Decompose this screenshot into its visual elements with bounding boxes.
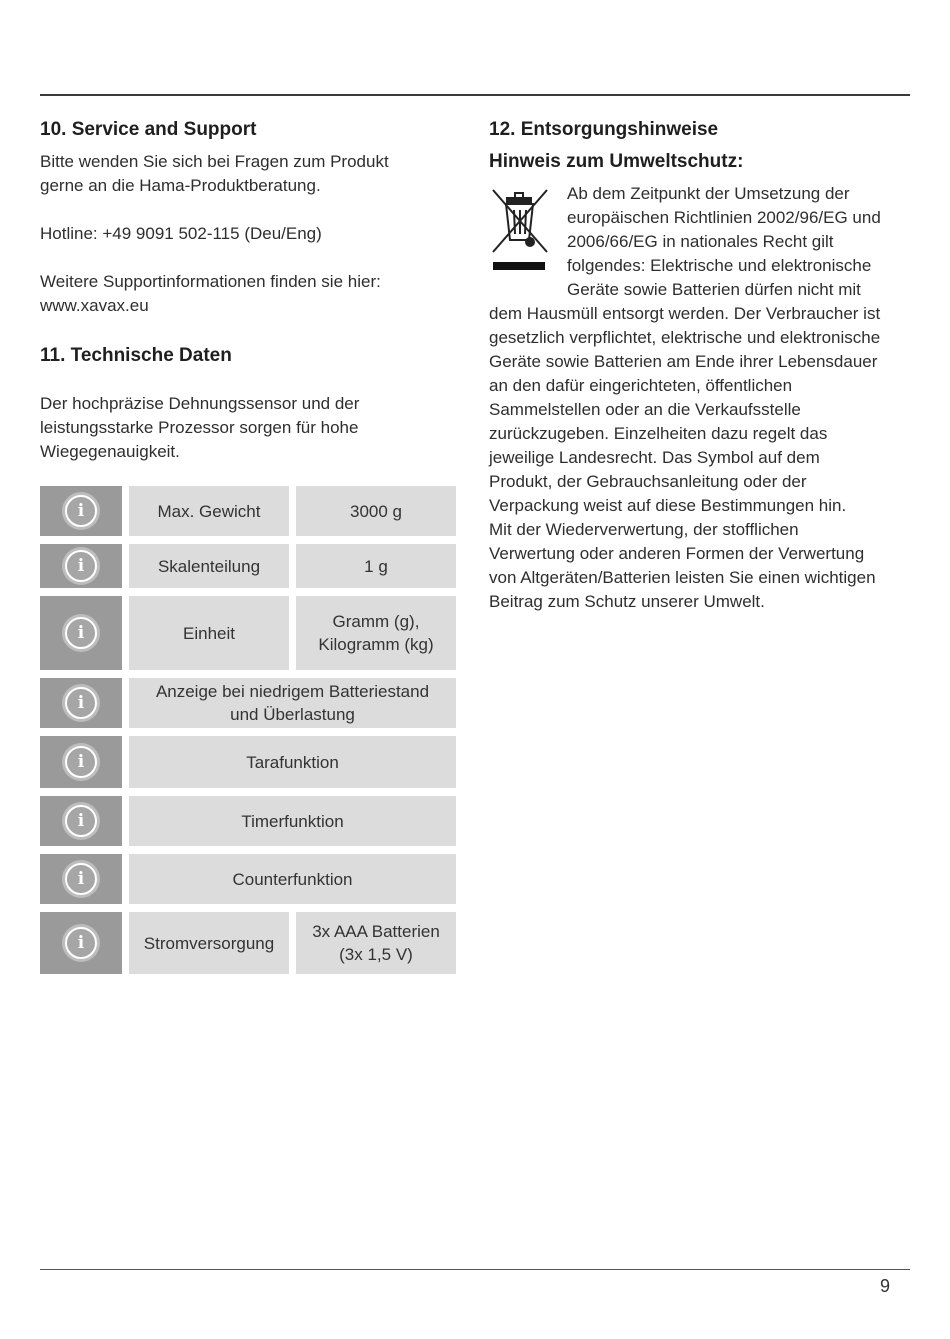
bin-underline-bar — [493, 262, 545, 270]
spec-value-line: Kilogramm (kg) — [318, 635, 434, 654]
info-icon: i — [65, 495, 97, 527]
page-number: 9 — [880, 1276, 891, 1296]
environment-subheading: Hinweis zum Umweltschutz: — [489, 151, 744, 172]
info-icon: i — [65, 805, 97, 837]
disposal-line: europäischen Richtlinien 2002/96/EG und — [567, 208, 881, 227]
disposal-heading: 12. Entsorgungshinweise — [489, 119, 719, 140]
tech-desc-line: Der hochpräzise Dehnungssensor und der — [40, 394, 360, 413]
tech-desc-line: Wiegegenauigkeit. — [40, 442, 180, 461]
spec-value: 3000 g — [296, 486, 456, 536]
info-icon: i — [65, 863, 97, 895]
spec-row-tare — [40, 736, 460, 788]
disposal-line: dem Hausmüll entsorgt werden. Der Verbraucher ist — [489, 304, 881, 323]
disposal-line: Geräte sowie Batterien am Ende ihrer Lebensdauer — [489, 352, 878, 371]
disposal-line: von Altgeräten/Batterien leisten Sie einen wichtigen — [489, 568, 876, 587]
service-intro-line: Bitte wenden Sie sich bei Fragen zum Produkt — [40, 152, 389, 171]
spec-label: Einheit — [129, 596, 289, 670]
info-icon-box — [40, 678, 122, 728]
spec-label: Stromversorgung — [129, 912, 289, 974]
spec-value: 1 g — [296, 544, 456, 588]
disposal-line: Sammelstellen oder an die Verkaufsstelle — [489, 400, 801, 419]
spec-row-power — [40, 912, 460, 974]
top-rule — [40, 94, 910, 96]
info-icon: i — [65, 746, 97, 778]
spec-value — [296, 596, 456, 670]
spec-feature: Timerfunktion — [129, 796, 456, 846]
spec-value-line: 3x AAA Batterien — [312, 922, 440, 941]
spec-table — [40, 486, 460, 974]
support-info-line: Weitere Supportinformationen finden sie hier: — [40, 272, 381, 291]
disposal-line: Mit der Wiederverwertung, der stofflichen — [489, 520, 799, 539]
disposal-line: gesetzlich verpflichtet, elektrische und elektronische — [489, 328, 881, 347]
hotline-text: Hotline: +49 9091 502-115 (Deu/Eng) — [40, 224, 322, 243]
disposal-line: zurückzugeben. Einzelheiten dazu regelt das — [489, 424, 828, 443]
spec-value-line: Gramm (g), — [332, 612, 420, 631]
spec-label: Skalenteilung — [129, 544, 289, 588]
right-column — [489, 118, 910, 614]
bottom-rule — [40, 1269, 910, 1270]
support-url: www.xavax.eu — [40, 296, 149, 315]
tech-heading: 11. Technische Daten — [40, 345, 232, 366]
disposal-line: Verwertung oder anderen Formen der Verwertung — [489, 544, 865, 563]
spec-feature-line: Anzeige bei niedrigem Batteriestand — [155, 682, 430, 701]
spec-feature — [129, 678, 456, 728]
tech-desc-line: leistungsstarke Prozessor sorgen für hohe — [40, 418, 359, 437]
spec-label: Max. Gewicht — [129, 486, 289, 536]
service-intro-line: gerne an die Hama-Produktberatung. — [40, 176, 321, 195]
service-intro — [40, 150, 460, 198]
spec-row-counter — [40, 854, 460, 904]
support-info — [40, 270, 460, 318]
spec-row-timer — [40, 796, 460, 846]
info-icon-box — [40, 486, 122, 536]
disposal-line: folgendes: Elektrische und elektronische — [567, 256, 872, 275]
spec-feature: Counterfunktion — [129, 854, 456, 904]
disposal-notice — [489, 182, 910, 614]
spec-row-scale — [40, 544, 460, 588]
info-icon: i — [65, 687, 97, 719]
crossed-out-wheelie-bin-icon — [489, 184, 555, 288]
info-icon-box — [40, 736, 122, 788]
spec-row-battery-indicator — [40, 678, 460, 728]
info-icon: i — [65, 617, 97, 649]
spec-row-max-weight — [40, 486, 460, 536]
info-icon-box — [40, 796, 122, 846]
disposal-line: Ab dem Zeitpunkt der Umsetzung der — [567, 184, 850, 203]
spec-feature: Tarafunktion — [129, 736, 456, 788]
left-column — [40, 118, 460, 982]
spec-row-unit — [40, 596, 460, 670]
disposal-line: jeweilige Landesrecht. Das Symbol auf dem — [489, 448, 820, 467]
spec-value — [296, 912, 456, 974]
service-heading: 10. Service and Support — [40, 119, 257, 140]
info-icon-box — [40, 912, 122, 974]
info-icon: i — [65, 550, 97, 582]
disposal-line: Produkt, der Gebrauchsanleitung oder der — [489, 472, 807, 491]
info-icon: i — [65, 927, 97, 959]
disposal-line: an den dafür eingerichteten, öffentlichen — [489, 376, 793, 395]
spec-feature-line: und Überlastung — [230, 705, 355, 724]
spec-value-line: (3x 1,5 V) — [339, 945, 413, 964]
tech-description — [40, 392, 460, 464]
info-icon-box — [40, 544, 122, 588]
disposal-line: Geräte sowie Batterien dürfen nicht mit — [567, 280, 861, 299]
disposal-line: 2006/66/EG in nationales Recht gilt — [567, 232, 834, 251]
disposal-line: Beitrag zum Schutz unserer Umwelt. — [489, 592, 765, 611]
info-icon-box — [40, 854, 122, 904]
info-icon-box — [40, 596, 122, 670]
disposal-line: Verpackung weist auf diese Bestimmungen hin. — [489, 496, 847, 515]
